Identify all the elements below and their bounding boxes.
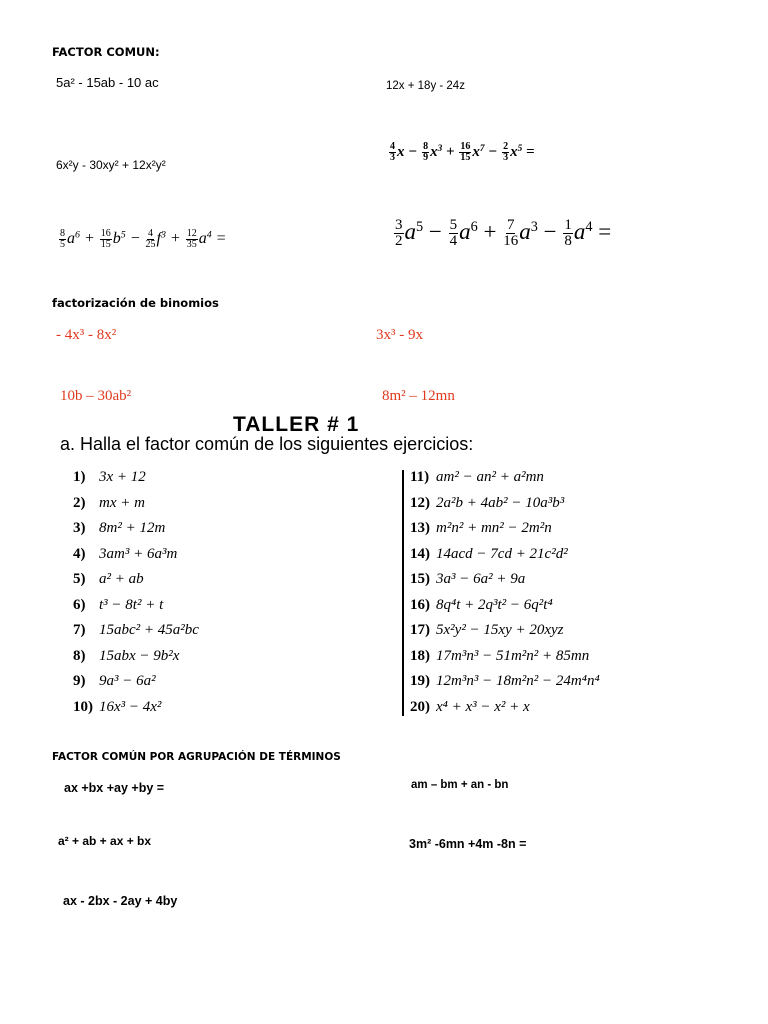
list-item: 12) 2a²b + 4ab² − 10a³b³ [410, 494, 565, 511]
taller-subtitle: a. Halla el factor común de los siguientes ejercicios: [60, 434, 474, 454]
agrupacion-5: ax - 2bx - 2ay + 4by [63, 894, 178, 908]
list-item: 5) a² + ab [73, 571, 144, 587]
list-item: 1) 3x + 12 [73, 469, 146, 485]
taller-right-column [410, 465, 600, 720]
list-item: 16) 8q⁴t + 2q³t² − 6q²t⁴ [410, 596, 553, 613]
binomio-3: 10b – 30ab² [60, 388, 132, 404]
list-item: 3) 8m² + 12m [73, 520, 166, 536]
agrupacion-2: am – bm + an - bn [411, 779, 509, 791]
list-item: 18) 17m³n³ − 51m²n² + 85mn [410, 647, 590, 664]
exercise-fraction-a5: $\frac{3}{2}$ $a^5$ − $\frac{5}{4}$ $a^6$ + $\frac{7}{16}$ $a^3$ − $\frac{1}{8}$ $a^4$ = [395, 217, 612, 249]
exercise-6x2y: 6x²y - 30xy² + 12x²y² [56, 158, 166, 172]
list-item: 2) mx + m [73, 494, 145, 511]
exercise-12x: 12x + 18y - 24z [386, 80, 465, 92]
list-item: 17) 5x²y² − 15xy + 20xyz [410, 622, 564, 638]
exercise-5a2: 5a² - 15ab - 10 ac [56, 75, 159, 90]
column-divider [402, 470, 404, 716]
list-item: 11) am² − an² + a²mn [410, 469, 544, 485]
binomio-4: 8m² – 12mn [382, 388, 455, 404]
list-item: 8) 15abx − 9b²x [73, 647, 180, 664]
list-item: 14) 14acd − 7cd + 21c²d² [410, 545, 568, 562]
binomio-1: - 4x³ - 8x² [56, 327, 117, 343]
taller-left-column [73, 465, 199, 720]
list-item: 6) t³ − 8t² + t [73, 596, 164, 613]
list-item: 4) 3am³ + 6a³m [73, 545, 178, 562]
taller-title: TALLER # 1 [233, 413, 360, 436]
agrupacion-4: 3m² -6mn +4m -8n = [409, 837, 527, 851]
list-item: 10) 16x³ − 4x² [73, 698, 162, 715]
list-item: 15) 3a³ − 6a² + 9a [410, 571, 526, 587]
exercise-fraction-a6: $\frac{8}{5}$ $a^6$ + $\frac{16}{15}$ $b^5$ − $\frac{4}{25}$ $f^3$ + $\frac{12}{35}$ $a^4$ = [60, 228, 227, 250]
agrupacion-1: ax +bx +ay +by = [64, 781, 165, 795]
section-title-agrupacion: FACTOR COMÚN POR AGRUPACIÓN DE TÉRMINOS [52, 751, 341, 763]
binomio-2: 3x³ - 9x [376, 327, 423, 343]
list-item: 13) m²n² + mn² − 2m²n [410, 520, 552, 536]
list-item: 7) 15abc² + 45a²bc [73, 622, 199, 638]
list-item: 20) x⁴ + x³ − x² + x [410, 698, 530, 715]
exercise-fraction-x: $\frac{4}{3}$ x − $\frac{8}{9}$ $x^3$ + $\frac{16}{15}$ $x^7$ − $\frac{2}{3}$ $x^5$ = [390, 141, 535, 163]
agrupacion-3: a² + ab + ax + bx [58, 834, 152, 848]
list-item: 19) 12m³n³ − 18m²n² − 24m⁴n⁴ [410, 673, 600, 689]
list-item: 9) 9a³ − 6a² [73, 673, 156, 689]
section-title-factor-comun: FACTOR COMUN: [52, 45, 160, 59]
section-title-binomios: factorización de binomios [52, 296, 219, 310]
